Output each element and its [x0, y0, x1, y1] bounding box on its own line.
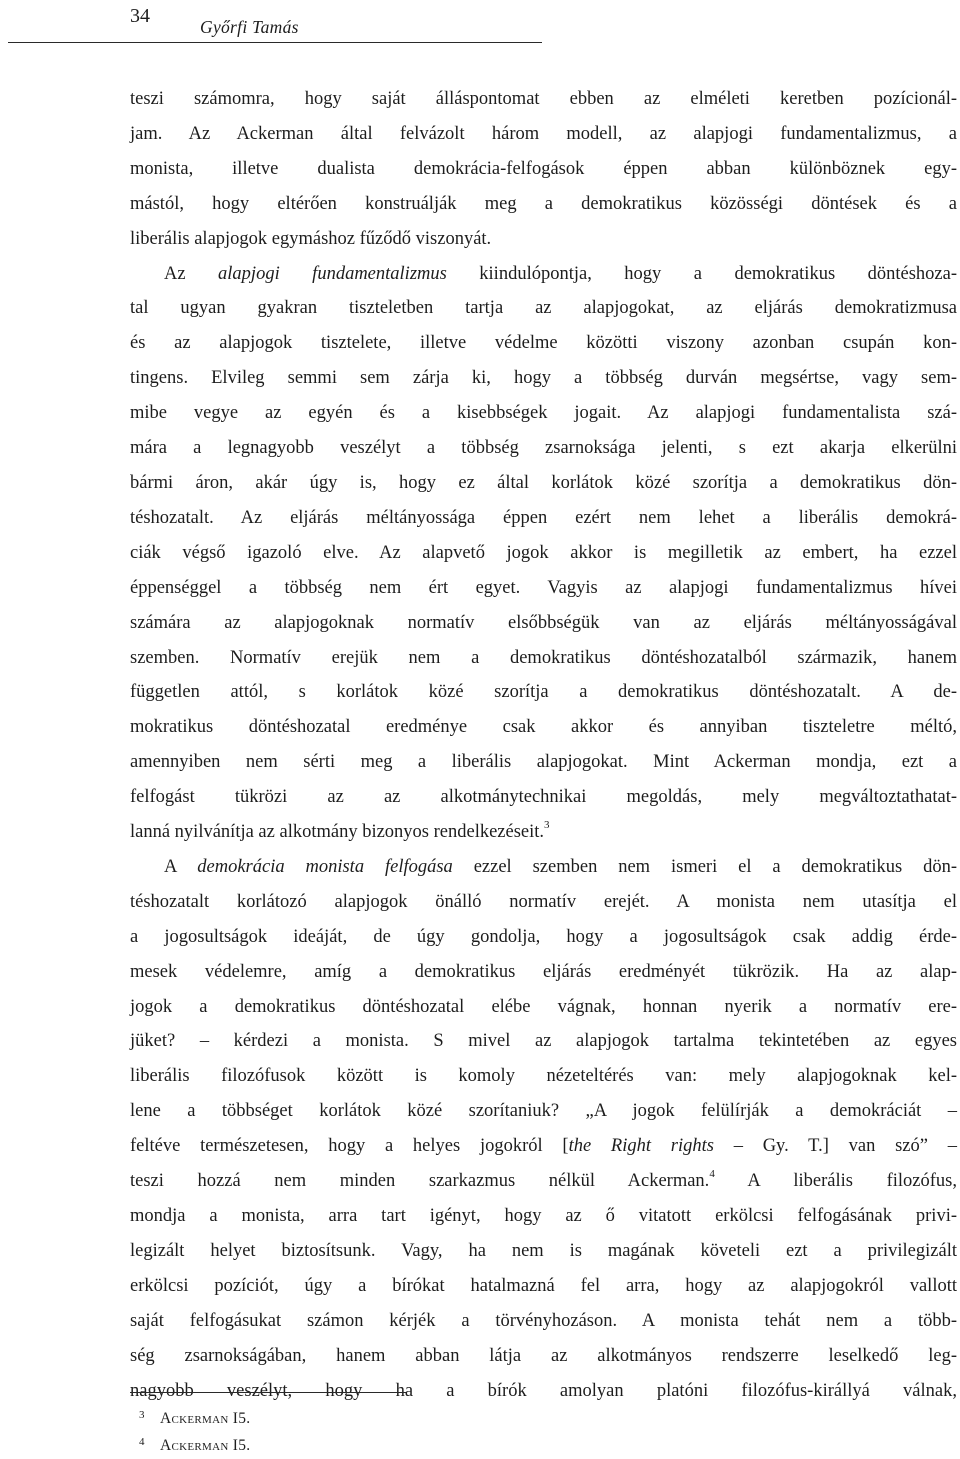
- paragraph-2: [130, 257, 957, 850]
- text-line: [130, 1164, 957, 1199]
- emphasized-term: demokrácia monista felfogása: [197, 856, 453, 877]
- text-line: mástól, hogy eltérően konstruálják meg a demokratikus közösségi döntések és a: [130, 193, 957, 214]
- text-line: liberális alapjogok egymáshoz fűződő viszonyát.: [130, 228, 492, 249]
- text-line: mára a legnagyobb veszélyt a többség zsarnoksága jelenti, s ezt akarja elkerülni: [130, 438, 957, 459]
- text-run: ezzel szemben nem ismeri el a demokratikus dön-: [452, 856, 957, 877]
- footnote-rule: [130, 1392, 406, 1393]
- footnote-citation: Ackerman I5.: [160, 1410, 251, 1427]
- text-run: A liberális filozófus,: [714, 1171, 957, 1192]
- text-line: mokratikus döntéshozatal eredménye csak akkor és annyiban tiszteletre méltó,: [130, 717, 957, 738]
- footnote-number: 3: [139, 1409, 145, 1421]
- text-run: kiindulópontja, hogy a demokratikus döntéshoza-: [446, 263, 957, 284]
- paragraph-1: [130, 82, 957, 257]
- footnote-reference[interactable]: 4: [709, 1167, 715, 1180]
- text-run: A: [164, 856, 198, 877]
- page-number: 34: [130, 5, 150, 27]
- text-line: [130, 1129, 957, 1164]
- footnote-citation: Ackerman I5.: [160, 1437, 251, 1454]
- text-run: – Gy. T.] van szó” –: [713, 1136, 957, 1157]
- text-line: lene a többséget korlátok közé szorítaniuk? „A jogok felülírják a demokráciát –: [130, 1101, 957, 1122]
- text-line: teszi számomra, hogy saját álláspontomat ebben az elméleti keretben pozícionál-: [130, 89, 957, 109]
- text-run: feltéve természetesen, hogy a helyes jogokról [: [130, 1136, 569, 1157]
- text-line: [130, 815, 957, 850]
- text-line: ség zsarnokságában, hanem abban látja az alkotmányos rendszerre leselkedő leg-: [130, 1345, 957, 1366]
- text-line: erkölcsi pozíciót, úgy a bírókat hatalmazná fel arra, hogy az alapjogokról vallott: [130, 1275, 957, 1296]
- text-run: lanná nyilvánítja az alkotmány bizonyos rendelkezéseit.: [130, 822, 545, 843]
- text-line: monista, illetve dualista demokrácia-felfogások éppen abban különböznek egy-: [130, 158, 957, 179]
- footnotes: [139, 1402, 250, 1456]
- text-line: saját felfogásukat számon kérjék a törvényhozáson. A monista tehát nem a több-: [130, 1310, 957, 1331]
- footnote-reference[interactable]: 3: [544, 818, 550, 831]
- text-line: és az alapjogok tisztelete, illetve védelme közötti viszony azonban csupán kon-: [130, 333, 957, 354]
- text-line: jam. Az Ackerman által felvázolt három modell, az alapjogi fundamentalizmus, a: [130, 123, 957, 144]
- text-line: jüket? – kérdezi a monista. S mivel az alapjogok tartalma tekintetében az egyes: [130, 1031, 957, 1052]
- text-line: [130, 850, 957, 885]
- text-line: független attól, s korlátok közé szorítja a demokratikus döntéshozatalt. A de-: [130, 682, 957, 703]
- text-line: nagyobb veszélyt, hogy ha a bírók amolyan platóni filozófus-királlyá válnak,: [130, 1380, 957, 1401]
- text-line: bármi áron, akár úgy is, hogy ez által korlátok közé szorítja a demokratikus dön-: [130, 472, 957, 493]
- text-line: mesek védelemre, amíg a demokratikus eljárás eredményét tükrözik. Ha az alap-: [130, 961, 957, 982]
- footnote-number: 4: [139, 1436, 145, 1448]
- text-line: liberális filozófusok között is komoly nézeteltérés van: mely alapjogoknak kel-: [130, 1066, 957, 1087]
- text-line: téshozatalt. Az eljárás méltányossága éppen ezért nem lehet a liberális demokrá-: [130, 507, 957, 528]
- text-line: éppenséggel a többség nem ért egyet. Vagyis az alapjogi fundamentalizmus hívei: [130, 577, 957, 598]
- emphasized-term: alapjogi fundamentalizmus: [218, 263, 447, 284]
- running-head-author: Győrfi Tamás: [200, 17, 299, 37]
- body-text: [130, 82, 957, 1408]
- text-line: amennyiben nem sérti meg a liberális alapjogokat. Mint Ackerman mondja, ezt a: [130, 752, 957, 773]
- footnote: [139, 1402, 250, 1429]
- text-line: tingens. Elvileg semmi sem zárja ki, hogy a többség durván megsértse, vagy sem-: [130, 368, 957, 389]
- text-run: Az: [164, 263, 219, 284]
- text-line: ciák végső igazoló elve. Az alapvető jogok akkor is megilletik az embert, ha ezzel: [130, 542, 957, 563]
- text-line: mibe vegye az egyén és a kisebbségek jogait. Az alapjogi fundamentalista szá-: [130, 403, 957, 424]
- text-line: legizált helyet biztosítsunk. Vagy, ha nem is magának követeli ezt a privilegizált: [130, 1240, 957, 1261]
- footnote: [139, 1429, 250, 1456]
- emphasized-term: the Right rights: [568, 1136, 714, 1157]
- text-line: felfogást tükrözi az az alkotmánytechnikai megoldás, mely megváltoztathatat-: [130, 787, 957, 808]
- text-run: teszi hozzá nem minden szarkazmus nélkül Ackerman.: [130, 1171, 710, 1192]
- text-line: téshozatalt korlátozó alapjogok önálló normatív erejét. A monista nem utasítja el: [130, 891, 957, 912]
- header-rule: [8, 42, 542, 43]
- page-header: [0, 0, 960, 60]
- paragraph-3: [130, 850, 957, 1409]
- text-line: jogok a demokratikus döntéshozatal elébe vágnak, honnan nyerik a normatív ere-: [130, 996, 957, 1017]
- text-line: számára az alapjogoknak normatív elsőbbségük van az eljárás méltányosságával: [130, 612, 957, 633]
- text-line: mondja a monista, arra tart igényt, hogy az ő vitatott erkölcsi felfogásának privi-: [130, 1206, 957, 1226]
- text-line: tal ugyan gyakran tiszteletben tartja az alapjogokat, az eljárás demokratizmusa: [130, 298, 957, 319]
- text-line: [130, 257, 957, 292]
- text-line: a jogosultságok ideáját, de úgy gondolja, hogy a jogosultságok csak addig érde-: [130, 926, 957, 947]
- text-line: szemben. Normatív erejük nem a demokratikus döntéshozatalból származik, hanem: [130, 647, 957, 668]
